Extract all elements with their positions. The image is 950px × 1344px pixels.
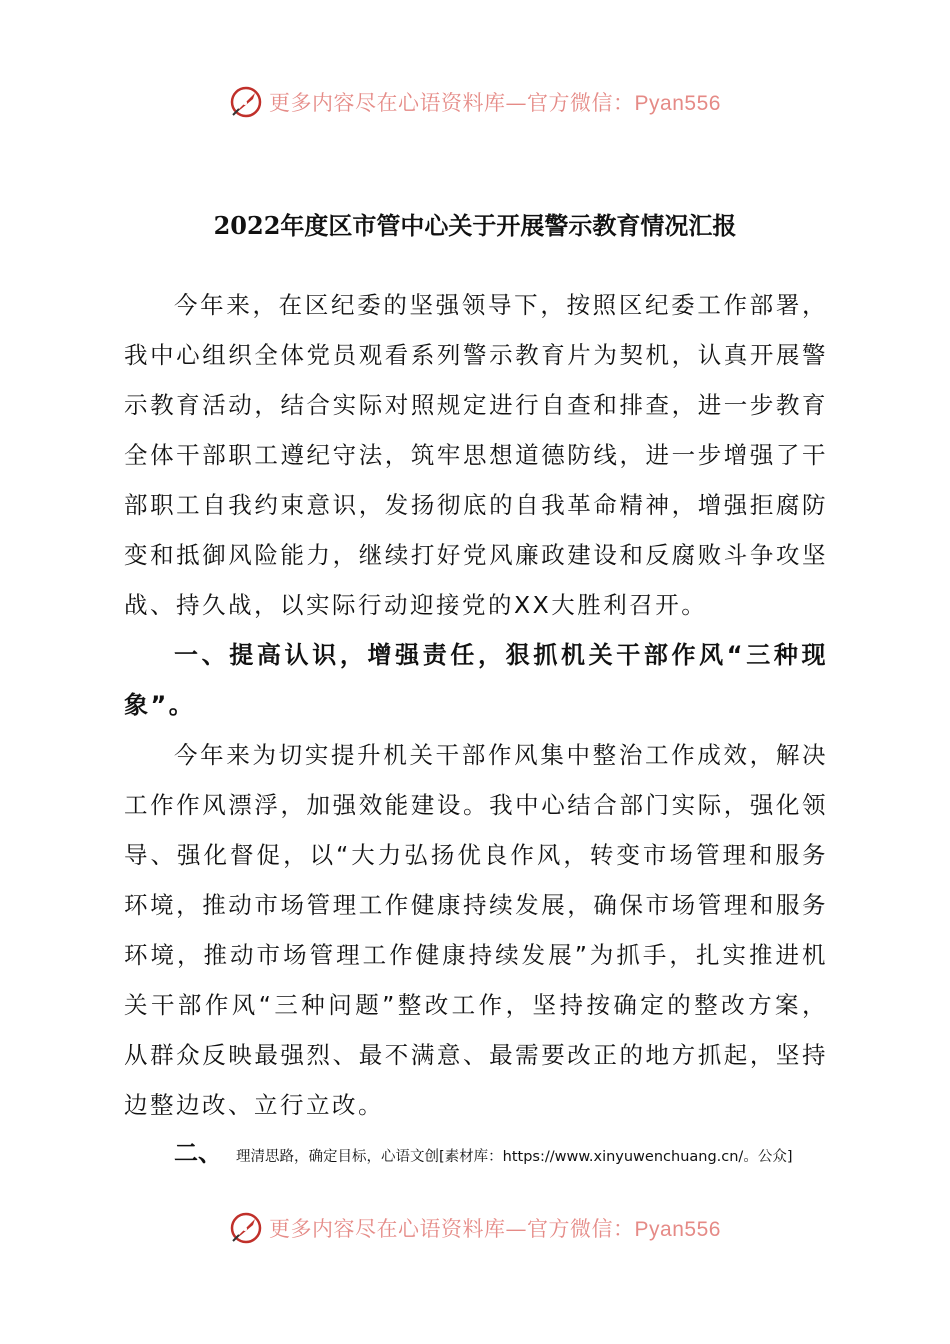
section-heading-1: 一、提高认识，增强责任，狠抓机关干部作风“三种现象”。 (124, 641, 828, 719)
section-number: 二、 (174, 1139, 222, 1167)
header-banner (0, 82, 950, 122)
quill-logo-icon (229, 85, 263, 119)
page-title: 2022年度区市管中心关于开展警示教育情况汇报 (213, 211, 737, 240)
footer-banner (0, 1208, 950, 1248)
section-paragraph-1: 今年来为切实提升机关干部作风集中整治工作成效，解决工作作风漂浮，加强效能建设。我中心结合部门实际，强化领导、强化督促，以“大力弘扬优良作风，转变市场管理和服务环境，推动市场管理工作健康持续发展，确保市场管理和服务环境，推动市场管理工作健康持续发展”为抓手，扎实推进机关干部作风“三种问题”整改工作，坚持按确定的整改方案，从群众反映最强烈、最不满意、最需要改正的地方抓起，坚持边整边改、立行立改。 (124, 741, 828, 1119)
section-heading-2-text: 理清思路，确定目标，心语文创[素材库：https://www.xinyuwenchuang.cn/。公众] (236, 1149, 793, 1165)
intro-paragraph: 今年来，在区纪委的坚强领导下，按照区纪委工作部署，我中心组织全体党员观看系列警示教育片为契机，认真开展警示教育活动，结合实际对照规定进行自查和排查，进一步教育全体干部职工遵纪守法，筑牢思想道德防线，进一步增强了干部职工自我约束意识，发扬彻底的自我革命精神，增强拒腐防变和抵御风险能力，继续打好党风廉政建设和反腐败斗争攻坚战、持久战，以实际行动迎接党的XX大胜利召开。 (124, 291, 828, 619)
banner-text: 更多内容尽在心语资料库—官方微信：Pyan556 (269, 91, 721, 115)
wechat-id: Pyan556 (634, 1218, 721, 1241)
section-heading-2 (174, 1140, 874, 1170)
quill-logo-icon (229, 1211, 263, 1245)
banner-text: 更多内容尽在心语资料库—官方微信：Pyan556 (269, 1217, 721, 1241)
wechat-id: Pyan556 (634, 92, 721, 115)
document-body (124, 280, 828, 1130)
